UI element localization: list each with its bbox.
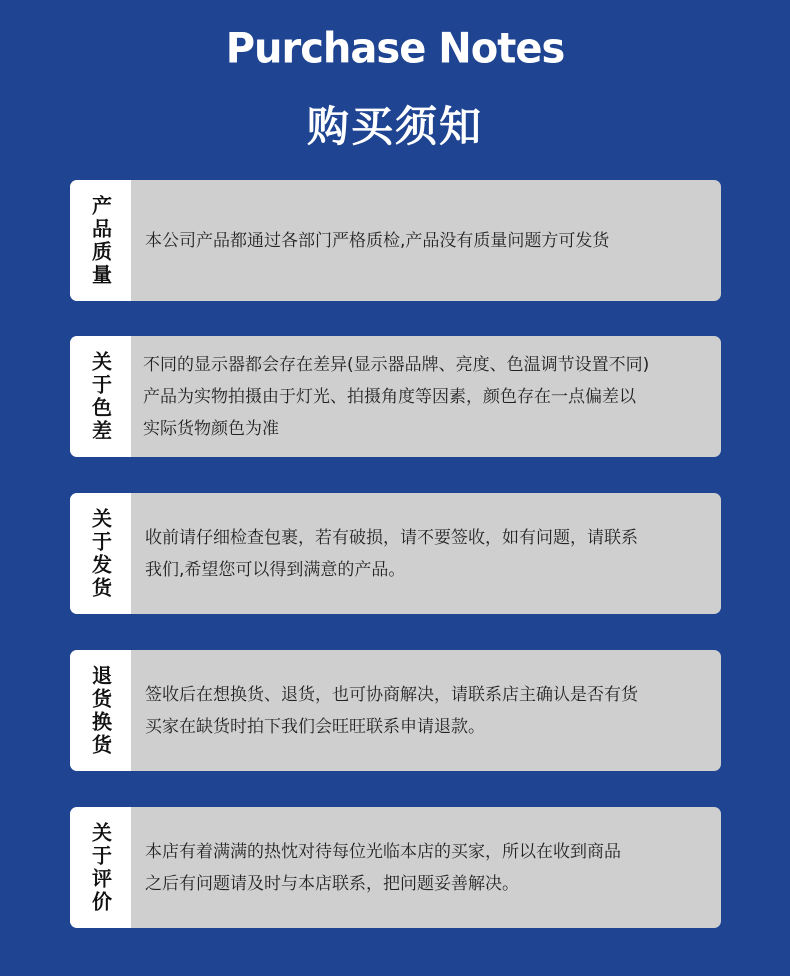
card-label: 关于色差 [88,350,113,443]
notice-card-product-quality [70,180,721,301]
notice-card-returns-exchanges [70,650,721,771]
card-text-line: 产品为实物拍摄由于灯光、拍摄角度等因素，颜色存在一点偏差以 [143,386,636,407]
card-text-line: 本公司产品都通过各部门严格质检,产品没有质量问题方可发货 [145,230,610,251]
notice-card-shipping [70,493,721,614]
card-text-line: 本店有着满满的热忱对待每位光临本店的买家，所以在收到商品 [145,841,621,862]
page-title-english: Purchase Notes [225,24,565,74]
card-label: 关于评价 [88,821,113,914]
card-body [131,807,721,928]
card-body [131,493,721,614]
card-label-box [70,650,131,771]
card-label: 产品质量 [88,194,113,287]
card-label-box [70,180,131,301]
card-text-line: 签收后在想换货、退货，也可协商解决，请联系店主确认是否有货 [145,684,638,705]
card-body [131,650,721,771]
card-label-box [70,807,131,928]
card-text-line: 买家在缺货时拍下我们会旺旺联系申请退款。 [145,716,485,737]
card-label-box [70,493,131,614]
card-text-line: 收前请仔细检查包裹，若有破损，请不要签收，如有问题，请联系 [145,527,638,548]
card-label: 退货换货 [88,664,113,757]
card-text-line: 我们,希望您可以得到满意的产品。 [145,559,406,580]
card-text-line: 不同的显示器都会存在差异(显示器品牌、亮度、色温调节设置不同) [143,354,650,375]
card-label-box [70,336,131,457]
card-text-line: 实际货物颜色为准 [143,418,279,439]
card-label: 关于发货 [88,507,113,600]
notice-card-color-difference [70,336,721,457]
page-title-chinese: 购买须知 [306,102,483,151]
card-body [131,336,721,457]
card-body [131,180,721,301]
notice-card-reviews [70,807,721,928]
card-text-line: 之后有问题请及时与本店联系，把问题妥善解决。 [145,873,519,894]
